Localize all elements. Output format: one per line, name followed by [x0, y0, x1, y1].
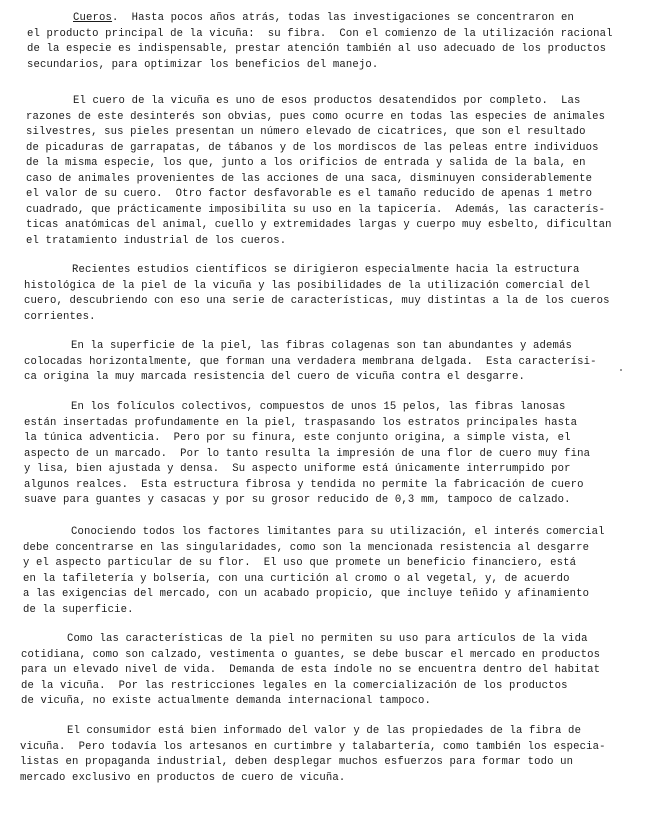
- text-line: En los folículos colectivos, compuestos de unos 15 pelos, las fibras lanosas: [71, 401, 566, 413]
- text-line: en la tafiletería y bolsería, con una curtición al cromo o al vegetal, y, de acuerdo: [23, 572, 570, 585]
- text-line: para un elevado nivel de vida. Demanda de esta índole no se encuentra dentro del habitat: [21, 664, 601, 676]
- text-line: aspecto de un marcado. Por lo tanto resulta la impresión de una flor de cuero muy fina: [24, 447, 591, 460]
- text-line: de la especie es indispensable, prestar atención también al uso adecuado de los productos: [27, 43, 607, 55]
- text-line: de vicuña, no existe actualmente demanda internacional tampoco.: [21, 695, 431, 707]
- text-line: cotidiana, como son calzado, vestimenta o guantes, se debe buscar el mercado en productos: [21, 648, 601, 661]
- text-line: cuero, descubriendo con eso una serie de características, muy distintas a la de los cueros: [24, 295, 610, 307]
- text-line: secundarios, para optimizar los beneficios del manejo.: [27, 58, 379, 71]
- text-line: ticas anatómicas del animal, cuello y extremidades largas y cuerpo muy esbelto, dificultan: [26, 219, 612, 231]
- text-line: corrientes.: [24, 310, 96, 323]
- text-line: Cueros. Hasta pocos años atrás, todas las investigaciones se concentraron en: [73, 12, 575, 24]
- text-line: vicuña. Pero todavía los artesanos en curtimbre y talabartería, como también los especia-: [20, 740, 606, 753]
- text-line: y lisa, bien ajustada y densa. Su aspecto uniforme está únicamente interrumpido por: [24, 463, 571, 475]
- text-line: mercado exclusivo en productos de cuero de vicuña.: [20, 771, 346, 784]
- text-line: el producto principal de la vicuña: su fibra. Con el comienzo de la utilización racional: [27, 27, 613, 40]
- text-line: de la vicuña. Por las restricciones legales en la comercialización de los productos: [21, 679, 568, 692]
- text-line: razones de este desinterés son obvias, pues como ocurre en todas las especies de animales: [26, 110, 606, 123]
- text-line: el valor de su cuero. Otro factor desfavorable es el tamaño reducido de apenas 1 metro: [26, 188, 593, 200]
- text-line: de picaduras de garrapatas, de tábanos y de los mordiscos de las peleas entre individuos: [26, 141, 599, 154]
- text-line: suave para guantes y casacas y por su grosor reducido de 0,3 mm, tampoco de calzado.: [24, 494, 571, 506]
- text-line: colocadas horizontalmente, que forman una verdadera membrana delgada. Esta caracterísi-: [24, 355, 597, 368]
- text-line: silvestres, sus pieles presentan un número elevado de cicatrices, que son el resultado: [26, 126, 586, 138]
- text-line: están insertadas profundamente en la piel, traspasando los estratos principales hasta: [24, 416, 578, 429]
- text-line: Como las características de la piel no permiten su uso para artículos de la vida: [67, 633, 588, 645]
- text-line: listas en propaganda industrial, deben desplegar muchos esfuerzos para formar todo un: [20, 756, 574, 768]
- text-line: algunos realces. Esta estructura fibrosa y tendida no permite la fabricación de cuero: [24, 478, 584, 491]
- section-heading: Cueros: [73, 12, 113, 24]
- text-line: El consumidor está bien informado del valor y de las propiedades de la fibra de: [67, 725, 582, 737]
- text-line: En la superficie de la piel, las fibras colagenas son tan abundantes y además: [71, 340, 573, 352]
- text-line: la túnica adventicia. Pero por su finura, este conjunto origina, a simple vista, el: [24, 432, 571, 444]
- scan-speck: [620, 369, 622, 371]
- text-line: a las exigencias del mercado, con un acabado propicio, que incluye teñido y afinamiento: [23, 588, 590, 600]
- text-line: ca origina la muy marcada resistencia del cuero de vicuña contra el desgarre.: [24, 371, 526, 383]
- text-line: histológica de la piel de la vicuña y las posibilidades de la utilización comercial del: [24, 279, 591, 292]
- text-line: caso de animales provenientes de las acciones de una saca, disminuyen considerablemente: [26, 172, 593, 185]
- text-line: de la superficie.: [23, 603, 134, 616]
- text-line: cuadrado, que prácticamente imposibilita su uso en la tapicería. Además, las caracterís-: [26, 203, 606, 216]
- text-line: El cuero de la vicuña es uno de esos productos desatendidos por completo. Las: [73, 95, 581, 107]
- text-line: Recientes estudios científicos se dirigieron especialmente hacia la estructura: [72, 264, 580, 276]
- text-line: de la misma especie, los que, junto a los orificios de entrada y salida de la bala, en: [26, 157, 586, 169]
- text-line: Conociendo todos los factores limitantes para su utilización, el interés comercial: [71, 526, 605, 538]
- text-line: debe concentrarse en las singularidades, como son la mencionada resistencia al desgarre: [23, 541, 590, 554]
- text-line: y el aspecto particular de su flor. El uso que promete un beneficio financiero, está: [23, 557, 577, 569]
- text-line: el tratamiento industrial de los cueros.: [26, 234, 287, 247]
